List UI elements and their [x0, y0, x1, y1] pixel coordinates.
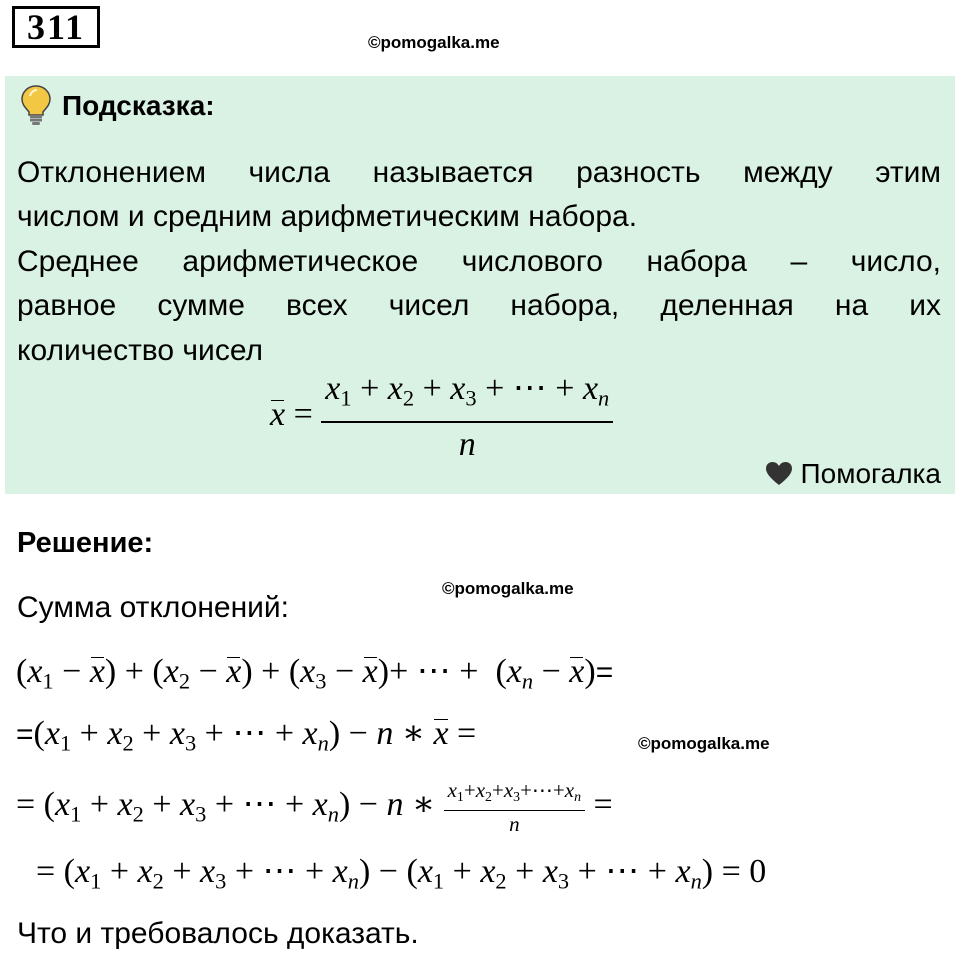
hint-line-3: Среднее арифметическое числового набора – число,	[17, 245, 941, 278]
task-number: 311	[12, 6, 100, 48]
equation-line-3: = ($x_1 + x_2 + x_3$ + ⋯ + xn) − n ∗ $\frac{x_1+x_2+x_3+\cdots+xn}{n}$ =	[16, 778, 613, 837]
heart-icon	[765, 461, 793, 487]
mean-formula: x = $\frac{x_1 + x_2 + x_3 + \cdots + xn}{n}$	[270, 367, 613, 467]
solution-intro: Сумма отклонений:	[17, 591, 290, 624]
brand-name: Помогалка	[800, 458, 941, 489]
watermark: ©pomogalka.me	[368, 33, 500, 52]
lightbulb-icon	[20, 84, 52, 126]
solution-heading: Решение:	[17, 527, 154, 559]
hint-line-2: числом и средним арифметическим набора.	[17, 200, 638, 233]
equation-line-4: = ($x_1 + x_2 + x_3$ + ⋯ + $xn) - (x_1 + x_2 + x_3$ + ⋯ + xn) = 0	[36, 853, 767, 894]
watermark-2: ©pomogalka.me	[442, 579, 574, 598]
hint-line-5: количество чисел	[17, 334, 264, 367]
hint-line-4: равное сумме всех чисел набора, деленная на их	[17, 289, 941, 322]
watermark-3: ©pomogalka.me	[638, 734, 770, 753]
hint-line-1: Отклонением числа называется разность между этим	[17, 156, 941, 189]
conclusion: Что и требовалось доказать.	[17, 917, 419, 950]
equation-line-1: $(x_1 - x) + (x_2 - x) + (x_3 - x)+$ ⋯ + (xn − x)=	[16, 650, 613, 704]
brand-signature	[765, 454, 941, 494]
hint-title: Подсказка:	[62, 90, 215, 121]
equation-line-2: $=(x_1 + x_2 + x_3$ + ⋯ + xn) − n ∗ x =	[16, 712, 476, 766]
